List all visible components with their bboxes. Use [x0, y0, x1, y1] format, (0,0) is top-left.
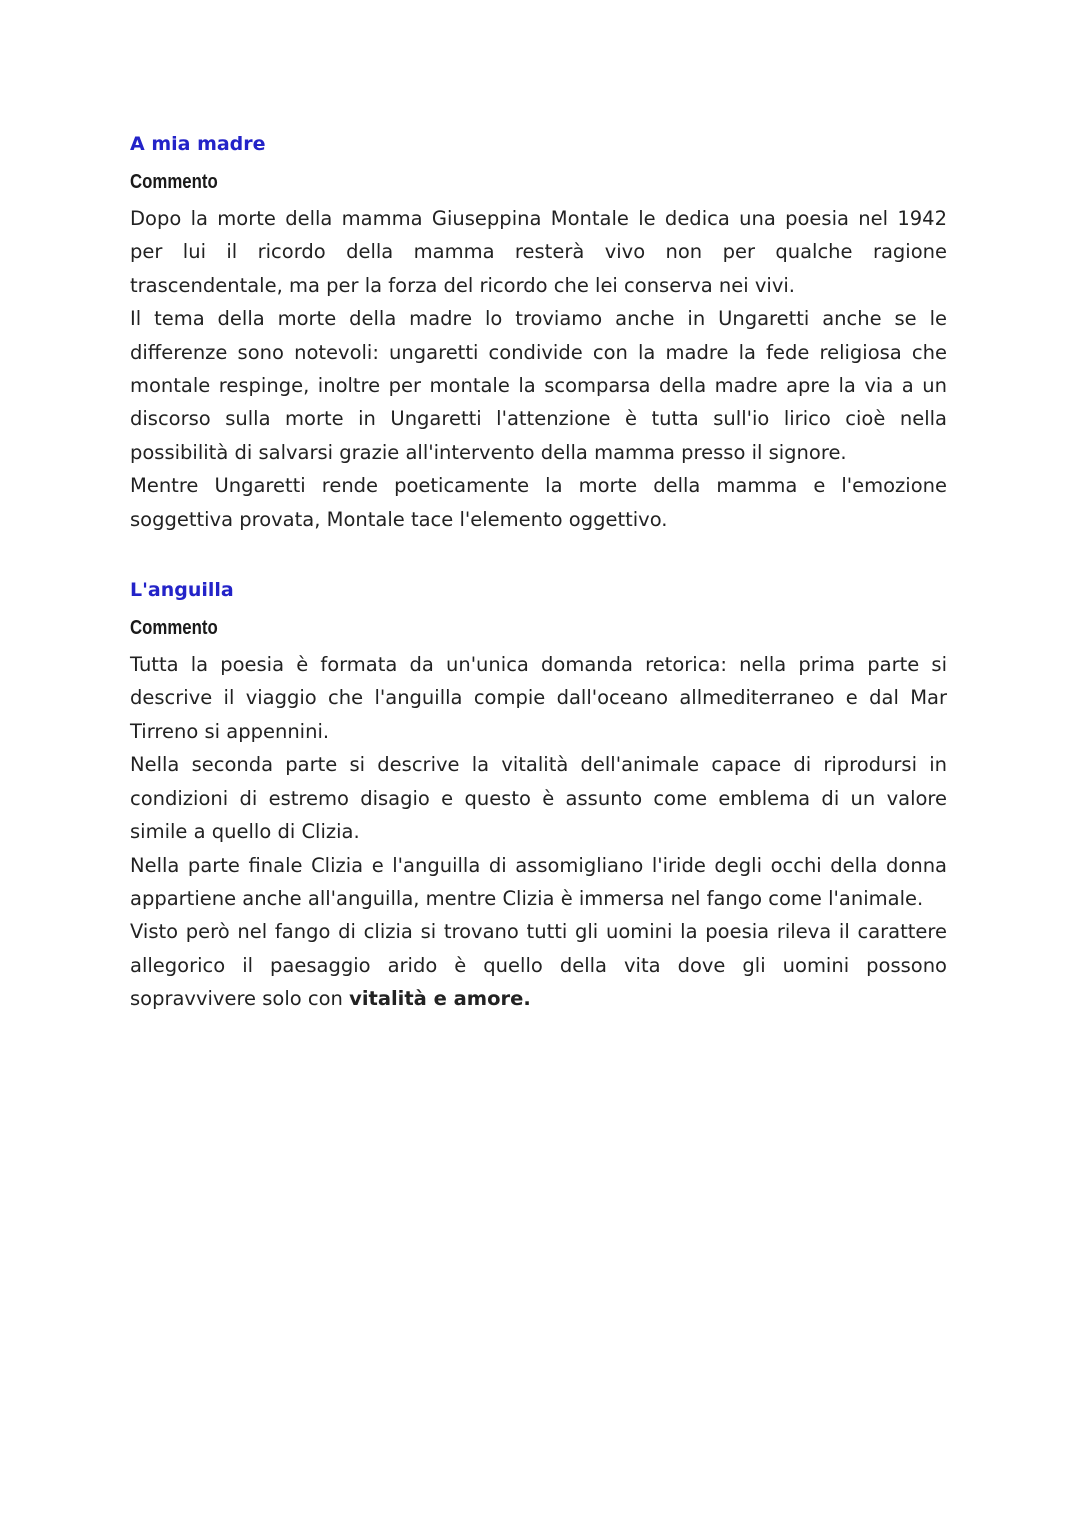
paragraph: Tutta la poesia è formata da un'unica domanda retorica: nella prima parte si descrive il viaggio che l'anguilla compie dall'oceano allmediterraneo e dal Mar Tirreno si appennini.: [130, 653, 947, 743]
document-page: [130, 128, 947, 1016]
paragraph: Dopo la morte della mamma Giuseppina Montale le dedica una poesia nel 1942 per lui il ricordo della mamma resterà vivo non per qualche ragione trascendentale, ma per la forza del ricordo che lei conserva nei vivi.: [130, 207, 947, 297]
paragraph: Mentre Ungaretti rende poeticamente la morte della mamma e l'emozione soggettiva provata, Montale tace l'elemento oggettivo.: [130, 474, 947, 531]
paragraph-final: [130, 915, 947, 1015]
section-title: L'anguilla: [130, 579, 234, 602]
paragraph: Nella seconda parte si descrive la vitalità dell'animale capace di riprodursi in condizioni di estremo disagio e questo è assunto come emblema di un valore simile a quello di Clizia.: [130, 753, 947, 844]
comment-label: Commento: [130, 171, 218, 193]
comment-label: Commento: [130, 617, 218, 640]
paragraph: Nella parte finale Clizia e l'anguilla di assomigliano l'iride degli occhi della donna appartiene anche all'anguilla, mentre Clizia è immersa nel fango come l'animale.: [130, 853, 947, 910]
section-a-mia-madre: [130, 128, 947, 536]
paragraph-text: Visto però nel fango di clizia si trovano tutti gli uomini la poesia rileva il carattere allegorico il paesaggio arido è quello della vita dove gli uomini possono sopravvivere solo con: [130, 920, 947, 1011]
emphasis-text: vitalità e amore.: [349, 987, 531, 1011]
section-anguilla: [130, 574, 947, 1015]
paragraph: Il tema della morte della madre lo troviamo anche in Ungaretti anche se le differenze sono notevoli: ungaretti condivide con la madre la fede religiosa che montale respinge, inoltre per montale la scomparsa della madre apre la via a un discorso sulla morte in Ungaretti l'attenzione è tutta sull'io lirico cioè nella possibilità di salvarsi grazie all'intervento della mamma presso il signore.: [130, 307, 947, 464]
section-title: A mia madre: [130, 133, 266, 155]
